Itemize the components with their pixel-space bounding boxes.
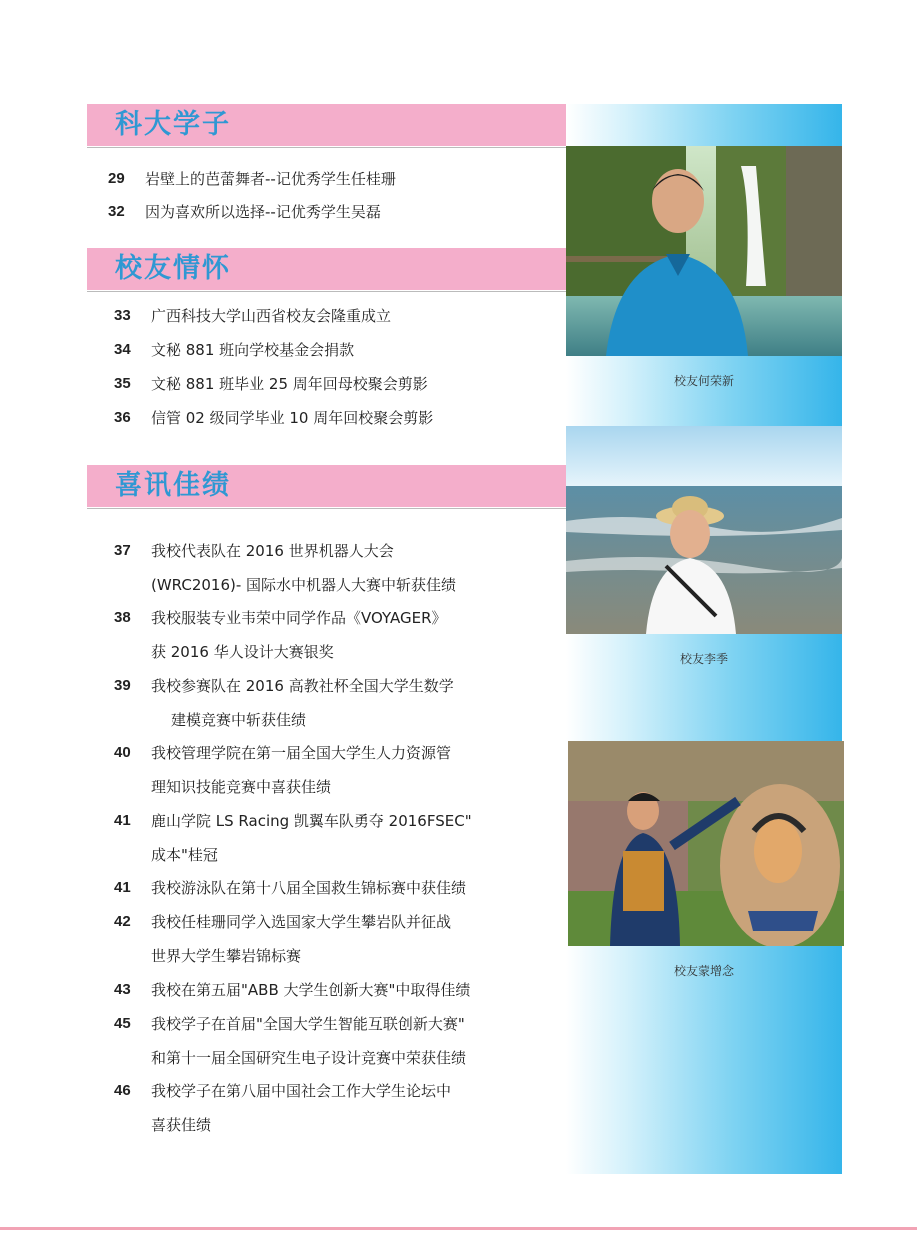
section-header-xixunjiaji — [87, 465, 566, 507]
entry-title-continued: (WRC2016)- 国际水中机器人大赛中斩获佳绩 — [151, 576, 457, 594]
entry-title: 我校学子在首届"全国大学生智能互联创新大赛" — [151, 1015, 465, 1033]
bottom-border-line — [0, 1227, 917, 1230]
photo-caption: 校友蒙增念 — [673, 964, 734, 978]
entry-title-continued: 建模竞赛中斩获佳绩 — [171, 711, 307, 729]
entry-title: 我校代表队在 2016 世界机器人大会 — [151, 542, 394, 560]
page-number: 43 — [114, 981, 131, 998]
page-number: 45 — [114, 1015, 131, 1032]
entry-title: 信管 02 级同学毕业 10 周年回校聚会剪影 — [151, 409, 434, 427]
entry-title: 我校服装专业韦荣中同学作品《VOYAGER》 — [151, 609, 447, 627]
entry-title: 我校参赛队在 2016 高教社杯全国大学生数学 — [151, 677, 454, 695]
waterfall-scene-image — [566, 146, 842, 356]
page-number: 33 — [114, 307, 131, 324]
page-number: 29 — [108, 170, 125, 187]
entry-title: 我校在第五届"ABB 大学生创新大赛"中取得佳绩 — [151, 981, 471, 999]
page-number: 40 — [114, 744, 131, 761]
alumni-photo-li-ji — [566, 426, 842, 634]
entry-title-continued: 成本"桂冠 — [151, 846, 218, 864]
entry-title: 我校管理学院在第一届全国大学生人力资源管 — [151, 744, 452, 762]
entry-title-continued: 世界大学生攀岩锦标赛 — [151, 947, 302, 965]
page-number: 41 — [114, 879, 131, 896]
photo-caption: 校友何荣新 — [673, 374, 734, 388]
entry-title: 文秘 881 班毕业 25 周年回母校聚会剪影 — [151, 375, 428, 393]
entry-title: 岩壁上的芭蕾舞者--记优秀学生任桂珊 — [145, 170, 396, 188]
page-number: 39 — [114, 677, 131, 694]
section-header-xiaoyouqinghuai — [87, 248, 566, 290]
entry-title: 我校任桂珊同学入选国家大学生攀岩队并征战 — [151, 913, 452, 931]
entry-title-continued: 和第十一届全国研究生电子设计竞赛中荣获佳绩 — [151, 1049, 467, 1067]
page-number: 38 — [114, 609, 131, 626]
entry-title: 我校游泳队在第十八届全国救生锦标赛中获佳绩 — [151, 879, 467, 897]
section-title: 校友情怀 — [115, 253, 231, 284]
section-title: 喜讯佳绩 — [115, 470, 231, 501]
page-number: 36 — [114, 409, 131, 426]
beach-scene-image — [566, 426, 842, 634]
page-number: 46 — [114, 1082, 131, 1099]
page-number: 32 — [108, 203, 125, 220]
section-header-kedaxuezi — [87, 104, 566, 146]
entry-title-continued: 理知识技能竞赛中喜获佳绩 — [151, 778, 332, 796]
page-number: 42 — [114, 913, 131, 930]
page-number: 35 — [114, 375, 131, 392]
entry-title-continued: 获 2016 华人设计大赛银奖 — [151, 643, 334, 661]
page-number: 41 — [114, 812, 131, 829]
entry-title-continued: 喜获佳绩 — [151, 1116, 212, 1134]
entry-title: 鹿山学院 LS Racing 凯翼车队勇夺 2016FSEC" — [151, 812, 472, 830]
page-number: 34 — [114, 341, 131, 358]
alumni-photo-he-rongxin — [566, 146, 842, 356]
section-divider — [87, 508, 566, 509]
entry-title: 广西科技大学山西省校友会隆重成立 — [151, 307, 392, 325]
garden-sculpture-scene-image — [568, 741, 844, 946]
entry-title: 我校学子在第八届中国社会工作大学生论坛中 — [151, 1082, 452, 1100]
section-divider — [87, 147, 566, 148]
alumni-photo-meng-zengnian — [568, 741, 844, 946]
entry-title: 因为喜欢所以选择--记优秀学生吴磊 — [145, 203, 381, 221]
section-title: 科大学子 — [115, 109, 231, 140]
entry-title: 文秘 881 班向学校基金会捐款 — [151, 341, 355, 359]
section-divider — [87, 291, 566, 292]
page-number: 37 — [114, 542, 131, 559]
photo-caption: 校友李季 — [679, 652, 728, 666]
